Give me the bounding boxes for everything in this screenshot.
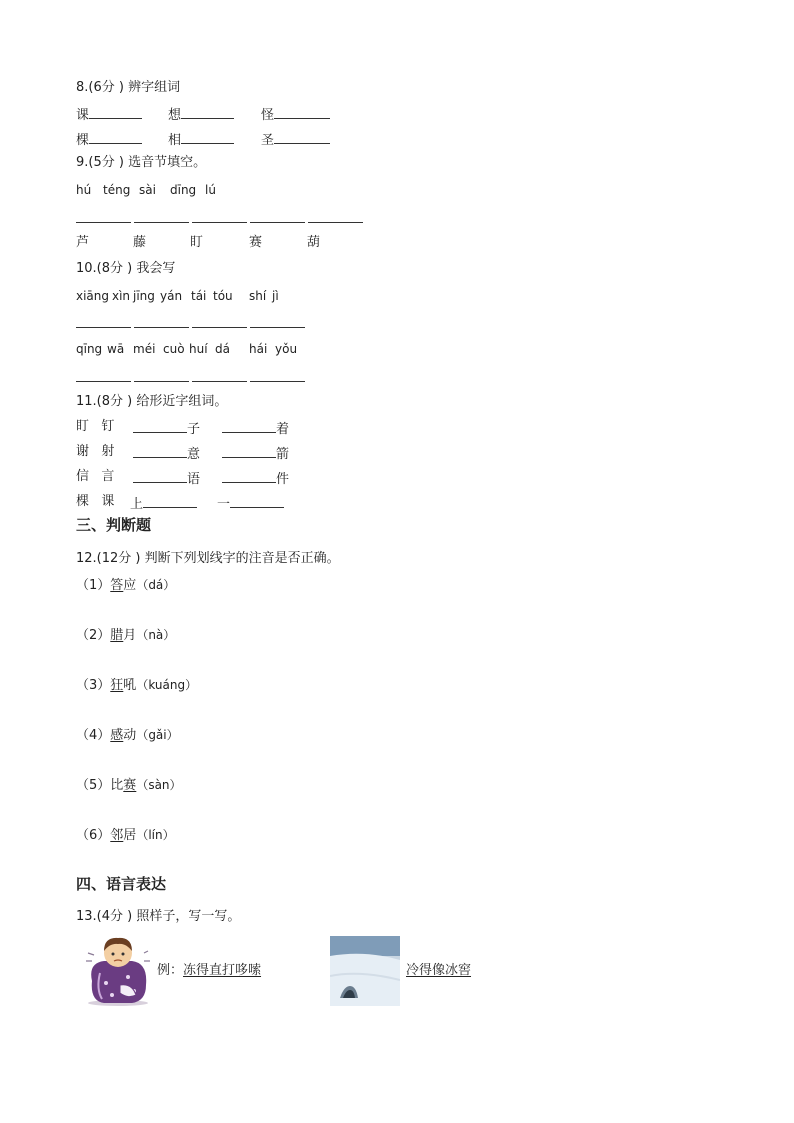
item-number: （5） (76, 778, 111, 793)
answer-blank[interactable] (222, 444, 276, 458)
example-answer: 冻得直打哆嗦 (183, 963, 262, 978)
pinyin: dá (215, 342, 230, 356)
q9-char: 盯 (190, 235, 204, 250)
q8-header: 8.(6分 ) 辨字组词 (76, 80, 181, 95)
answer-line[interactable] (192, 222, 247, 223)
q11-char: 意 (187, 447, 201, 462)
answer-blank[interactable] (143, 494, 197, 508)
pinyin: hú (76, 183, 92, 197)
pinyin: wā (107, 342, 125, 356)
pinyin: xiāng (76, 289, 110, 303)
q11-char: 棵 (76, 494, 90, 509)
q8-char: 相 (168, 133, 182, 148)
q10-header: 10.(8分 ) 我会写 (76, 261, 176, 276)
item-pinyin: （kuáng） (136, 678, 198, 692)
q8-row2-c (261, 130, 330, 149)
second-row (406, 963, 471, 979)
pinyin: jì (272, 289, 279, 303)
answer-blank[interactable] (222, 469, 276, 483)
ice-cave-illustration (330, 936, 400, 1006)
answer-blank[interactable] (89, 105, 142, 119)
q9-char: 葫 (307, 235, 321, 250)
pinyin: yǒu (275, 342, 298, 356)
item-pinyin: （lín） (136, 828, 175, 842)
answer-line[interactable] (134, 381, 189, 382)
answer-line[interactable] (250, 222, 305, 223)
answer-blank[interactable] (133, 469, 187, 483)
cold-child-illustration (82, 933, 154, 1007)
item-number: （1） (76, 578, 111, 593)
pinyin: huí (189, 342, 208, 356)
pinyin: méi (133, 342, 156, 356)
q12-item (76, 827, 175, 844)
item-pinyin: （sàn） (136, 778, 182, 792)
q12-item (76, 627, 175, 644)
q13-header: 13.(4分 ) 照样子，写一写。 (76, 909, 241, 924)
item-number: （6） (76, 828, 111, 843)
answer-line[interactable] (192, 327, 247, 328)
q12-item (76, 677, 197, 694)
q9-char: 藤 (133, 235, 147, 250)
answer-blank[interactable] (222, 419, 276, 433)
underlined-char: 感 (110, 728, 124, 743)
q8-row1 (76, 105, 142, 124)
item-number: （2） (76, 628, 111, 643)
q11-word-b (217, 494, 284, 513)
pinyin: lú (205, 183, 216, 197)
answer-line[interactable] (308, 222, 363, 223)
section-title: 三、判断题 (76, 516, 152, 534)
q11-char: 子 (187, 422, 201, 437)
answer-blank[interactable] (274, 105, 330, 119)
underlined-char: 答 (110, 578, 124, 593)
answer-blank[interactable] (133, 444, 187, 458)
section-title: 四、语言表达 (76, 875, 167, 893)
answer-blank[interactable] (89, 130, 142, 144)
q11-word-a (133, 469, 200, 488)
item-text: 动 (123, 728, 137, 743)
q11-word-b (222, 444, 289, 463)
q11-pair (76, 444, 114, 460)
pinyin: jīng (133, 289, 155, 303)
example-label: 例： (157, 963, 184, 978)
item-number: （4） (76, 728, 111, 743)
q11-char: 上 (130, 497, 144, 512)
underlined-char: 腊 (110, 628, 124, 643)
answer-line[interactable] (250, 381, 305, 382)
q11-pair (76, 419, 114, 435)
q11-pair (76, 469, 114, 485)
pinyin: sài (139, 183, 156, 197)
q11-char: 箭 (276, 447, 290, 462)
answer-blank[interactable] (230, 494, 284, 508)
pinyin: hái (249, 342, 268, 356)
underlined-char: 狂 (110, 678, 124, 693)
pinyin: téng (103, 183, 131, 197)
item-text: 比 (110, 778, 124, 793)
answer-line[interactable] (134, 327, 189, 328)
item-text: 居 (123, 828, 137, 843)
q11-char: 一 (217, 497, 231, 512)
q11-word-b (222, 469, 289, 488)
item-number: （3） (76, 678, 111, 693)
second-answer: 冷得像冰窖 (406, 963, 472, 978)
q11-char: 信 (76, 469, 90, 484)
q8-char: 课 (76, 108, 90, 123)
q9-char: 赛 (249, 235, 263, 250)
q11-char: 钉 (101, 419, 115, 434)
q11-pair (76, 494, 114, 510)
answer-line[interactable] (250, 327, 305, 328)
item-pinyin: （gǎi） (136, 728, 179, 742)
answer-line[interactable] (192, 381, 247, 382)
q9-header: 9.(5分 ) 选音节填空。 (76, 155, 207, 170)
q12-item (76, 577, 175, 594)
q8-row2-b (168, 130, 234, 149)
pinyin: shí (249, 289, 267, 303)
answer-blank[interactable] (181, 105, 234, 119)
q12-header: 12.(12分 ) 判断下列划线字的注音是否正确。 (76, 551, 340, 566)
answer-blank[interactable] (133, 419, 187, 433)
q12-item (76, 727, 179, 744)
pinyin: qīng (76, 342, 103, 356)
q8-char: 怪 (261, 108, 275, 123)
q11-word-b (222, 419, 289, 438)
pinyin: tóu (213, 289, 233, 303)
q11-header: 11.(8分 ) 给形近字组词。 (76, 394, 228, 409)
q9-char: 芦 (76, 235, 90, 250)
q11-char: 课 (101, 494, 115, 509)
item-text: 吼 (123, 678, 137, 693)
item-text: 月 (123, 628, 137, 643)
pinyin: xìn (112, 289, 131, 303)
item-pinyin: （dá） (136, 578, 176, 592)
example-row (157, 963, 261, 979)
q12-item (76, 777, 182, 794)
q11-char: 语 (187, 472, 201, 487)
item-text: 应 (123, 578, 137, 593)
pinyin: yán (160, 289, 183, 303)
q8-char: 想 (168, 108, 182, 123)
q8-row2 (76, 130, 142, 149)
pinyin: tái (191, 289, 207, 303)
q8-char: 圣 (261, 133, 275, 148)
answer-line[interactable] (134, 222, 189, 223)
answer-line[interactable] (76, 327, 131, 328)
underlined-char: 赛 (123, 778, 137, 793)
q8-row1-c (261, 105, 330, 124)
q11-char: 射 (101, 444, 115, 459)
answer-blank[interactable] (274, 130, 330, 144)
answer-line[interactable] (76, 222, 131, 223)
q11-char: 件 (276, 472, 290, 487)
q8-row1-b (168, 105, 234, 124)
q8-char: 棵 (76, 133, 90, 148)
q11-char: 盯 (76, 419, 90, 434)
pinyin: cuò (163, 342, 185, 356)
pinyin: dīng (170, 183, 197, 197)
q11-word-a (133, 419, 200, 438)
q11-word-a (133, 444, 200, 463)
answer-line[interactable] (76, 381, 131, 382)
item-pinyin: （nà） (136, 628, 176, 642)
answer-blank[interactable] (181, 130, 234, 144)
q11-word-a (130, 494, 197, 513)
underlined-char: 邻 (110, 828, 124, 843)
q11-char: 着 (276, 422, 290, 437)
q11-char: 言 (101, 469, 115, 484)
q11-char: 谢 (76, 444, 90, 459)
